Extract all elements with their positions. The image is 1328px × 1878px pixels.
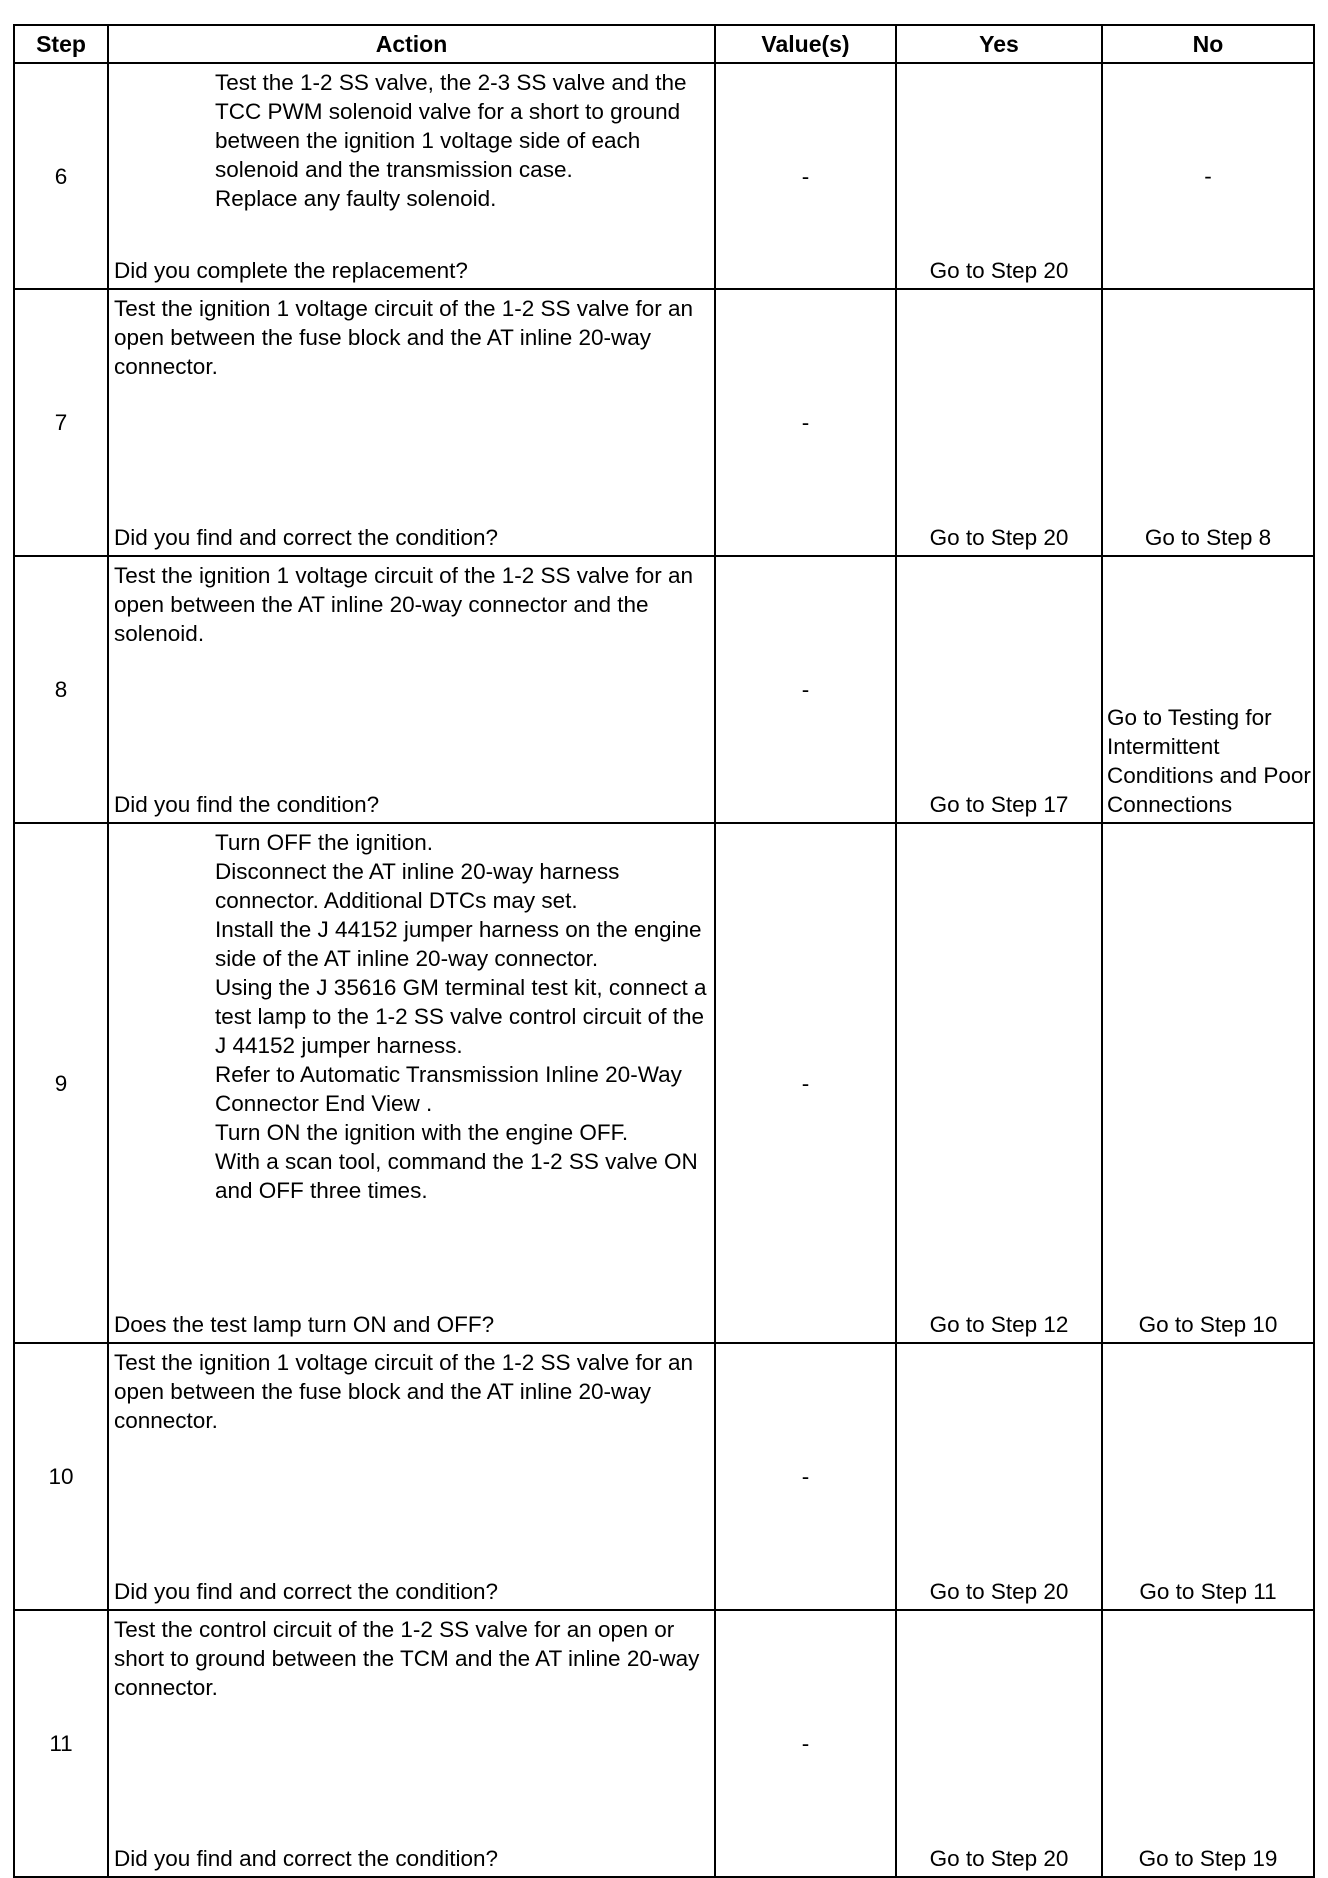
header-action: Action <box>108 25 715 63</box>
instruction-line: Test the 1-2 SS valve, the 2-3 SS valve and the TCC PWM solenoid valve for a short to ground between the ignition 1 voltage side of each solenoid and the transmission case. <box>215 70 687 182</box>
instruction-line: Disconnect the AT inline 20-way harness connector. Additional DTCs may set. <box>215 859 620 913</box>
table-row <box>14 63 1314 289</box>
value-cell: - <box>715 1343 896 1610</box>
instructions <box>109 290 714 381</box>
question-text: Did you find the condition? <box>114 792 380 817</box>
no-link[interactable]: Go to Step 11 <box>1139 1579 1277 1604</box>
action-cell <box>108 63 715 289</box>
value-cell: - <box>715 1610 896 1877</box>
table-row <box>14 1610 1314 1877</box>
action-cell <box>108 1343 715 1610</box>
instruction-line: Test the ignition 1 voltage circuit of the 1-2 SS valve for an open between the AT inline 20-way connector and the solenoid. <box>114 563 694 646</box>
question-text: Did you complete the replacement? <box>114 258 468 283</box>
instructions <box>109 1611 714 1702</box>
instructions <box>109 824 714 1205</box>
yes-cell <box>896 1343 1102 1610</box>
no-link[interactable]: Go to Step 19 <box>1138 1846 1278 1871</box>
value-cell: - <box>715 556 896 823</box>
step-number: 9 <box>14 823 108 1343</box>
instruction-line: With a scan tool, command the 1-2 SS valve ON and OFF three times. <box>215 1149 698 1203</box>
instruction-line: Test the ignition 1 voltage circuit of the 1-2 SS valve for an open between the fuse block and the AT inline 20-way connector. <box>114 296 694 379</box>
instructions <box>109 64 714 213</box>
yes-cell <box>896 63 1102 289</box>
step-number: 10 <box>14 1343 108 1610</box>
no-cell <box>1102 1343 1314 1610</box>
table-row <box>14 823 1314 1343</box>
instruction-line: Using the J 35616 GM terminal test kit, connect a test lamp to the 1-2 SS valve control circuit of the J 44152 jumper harness. <box>215 975 707 1058</box>
yes-link[interactable]: Go to Step 20 <box>929 1579 1069 1604</box>
action-cell <box>108 556 715 823</box>
instructions <box>109 557 714 648</box>
question-text: Did you find and correct the condition? <box>114 1846 498 1871</box>
instruction-line: Test the ignition 1 voltage circuit of the 1-2 SS valve for an open between the fuse block and the AT inline 20-way connector. <box>114 1350 694 1433</box>
instruction-line: Test the control circuit of the 1-2 SS valve for an open or short to ground between the TCM and the AT inline 20-way connector. <box>114 1617 700 1700</box>
header-no: No <box>1102 25 1314 63</box>
yes-link[interactable]: Go to Step 20 <box>929 258 1069 283</box>
no-cell <box>1102 1610 1314 1877</box>
table-row <box>14 289 1314 556</box>
action-cell <box>108 1610 715 1877</box>
no-cell <box>1102 823 1314 1343</box>
question-text: Did you find and correct the condition? <box>114 1579 498 1604</box>
instruction-line: Turn OFF the ignition. <box>215 830 434 855</box>
no-cell <box>1102 556 1314 823</box>
no-cell <box>1102 63 1314 289</box>
value-cell: - <box>715 289 896 556</box>
yes-cell <box>896 823 1102 1343</box>
table-row <box>14 556 1314 823</box>
step-number: 7 <box>14 289 108 556</box>
step-number: 8 <box>14 556 108 823</box>
value-cell: - <box>715 63 896 289</box>
yes-cell <box>896 1610 1102 1877</box>
instruction-line: Refer to Automatic Transmission Inline 20-Way Connector End View . <box>215 1062 682 1116</box>
no-link[interactable]: Go to Step 8 <box>1144 525 1272 550</box>
header-yes: Yes <box>896 25 1102 63</box>
instruction-line: Turn ON the ignition with the engine OFF. <box>215 1120 629 1145</box>
instruction-line: Replace any faulty solenoid. <box>215 186 497 211</box>
yes-cell <box>896 289 1102 556</box>
instructions <box>109 1344 714 1435</box>
no-link[interactable]: Go to Testing for Intermittent Conditions and Poor Connections <box>1107 705 1311 817</box>
value-cell: - <box>715 823 896 1343</box>
yes-link[interactable]: Go to Step 12 <box>929 1312 1069 1337</box>
step-number: 11 <box>14 1610 108 1877</box>
header-step: Step <box>14 25 108 63</box>
yes-link[interactable]: Go to Step 20 <box>929 1846 1069 1871</box>
table-row <box>14 1343 1314 1610</box>
no-link[interactable]: Go to Step 10 <box>1138 1312 1278 1337</box>
header-row <box>14 25 1314 63</box>
yes-link[interactable]: Go to Step 20 <box>929 525 1069 550</box>
yes-link[interactable]: Go to Step 17 <box>929 792 1069 817</box>
step-number: 6 <box>14 63 108 289</box>
yes-cell <box>896 556 1102 823</box>
question-text: Does the test lamp turn ON and OFF? <box>114 1312 495 1337</box>
diagnostic-table <box>13 24 1315 1878</box>
action-cell <box>108 289 715 556</box>
header-values: Value(s) <box>715 25 896 63</box>
action-cell <box>108 823 715 1343</box>
no-value: - <box>1204 163 1212 189</box>
no-cell <box>1102 289 1314 556</box>
instruction-line: Install the J 44152 jumper harness on the engine side of the AT inline 20-way connector. <box>215 917 702 971</box>
question-text: Did you find and correct the condition? <box>114 525 498 550</box>
